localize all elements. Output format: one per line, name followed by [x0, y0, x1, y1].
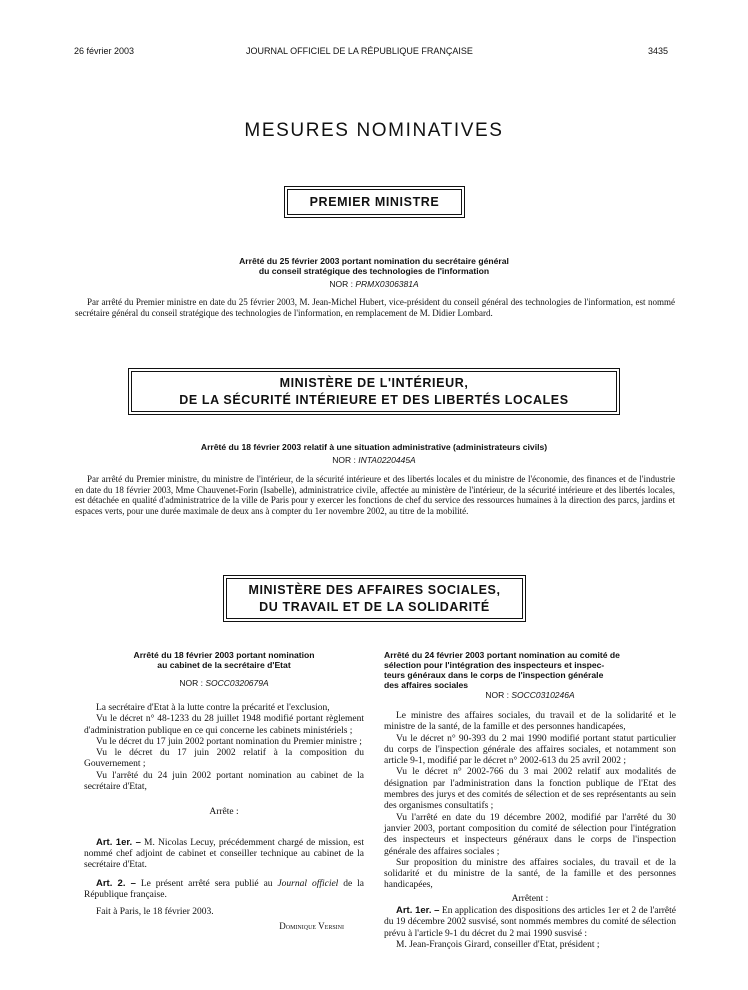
paragraph: Vu le décret n° 2002-766 du 3 mai 2002 relatif aux modalités de désignation par l'administration dans la fonction publique de l'Etat des membres des jurys et des comités de sélection et de ses représentants au sein des organismes consultatifs ;	[384, 767, 676, 812]
nor-code: SOCC0320679A	[205, 678, 269, 688]
fait-a-paris: Fait à Paris, le 18 février 2003.	[96, 907, 214, 918]
section-box-label: MINISTÈRE DES AFFAIRES SOCIALES,	[248, 583, 501, 597]
arrete-heading-line: sélection pour l'intégration des inspecteurs et inspec-	[384, 660, 605, 670]
article-text: Le présent arrêté sera publié au	[135, 878, 278, 889]
article-label: Art. 2. –	[96, 877, 136, 889]
nor-code: SOCC0310246A	[511, 690, 575, 700]
paragraph: Vu le décret n° 90-393 du 2 mai 1990 modifié portant statut particulier du corps de l'inspection générale des affaires sociales, et notamment son article 9-1, modifié par le décret n° 2002-613 du 25 avril 2002 ;	[384, 733, 676, 767]
paragraph: Vu le décret du 17 juin 2002 relatif à la composition du Gouvernement ;	[84, 748, 364, 770]
nor-label: NOR :	[179, 678, 206, 688]
section-box-label: DU TRAVAIL ET DE LA SOLIDARITÉ	[259, 600, 490, 614]
arretent-word: Arrêtent :	[511, 893, 549, 904]
section-box-label: PREMIER MINISTRE	[309, 195, 440, 209]
article-text: En application des dispositions des articles 1er et 2 de l'arrêté du 19 décembre 2002 susvisé, sont nommés membres du comité de sélection prévu à l'article 9-1 du décret du 2 mai 1990 susvisé :	[384, 906, 676, 939]
arrete-heading-line: au cabinet de la secrétaire d'Etat	[157, 660, 291, 670]
article-text: M. Nicolas Lecuy, précédemment chargé de mission, est nommé chef adjoint de cabinet et conseiller technique au cabinet de la secrétaire d'Etat.	[84, 837, 364, 871]
right-column	[384, 650, 676, 951]
arrete-heading-line: des affaires sociales	[384, 680, 469, 690]
page-title: MESURES NOMINATIVES	[244, 120, 504, 141]
arrete-heading-4	[384, 650, 676, 690]
section-box-ministere-interieur	[131, 371, 617, 412]
section-box-premier-ministre	[287, 189, 462, 215]
paragraph: Vu le décret n° 48-1233 du 28 juillet 1948 modifié portant règlement d'administration publique en ce qui concerne les cabinets ministériels ;	[84, 714, 364, 736]
arrete-heading-line: Arrêté du 25 février 2003 portant nomination du secrétaire général	[239, 256, 509, 266]
paragraph: Vu l'arrêté du 24 juin 2002 portant nomination au cabinet de la secrétaire d'Etat,	[84, 770, 364, 793]
arrete-heading-2: Arrêté du 18 février 2003 relatif à une situation administrative (administrateurs civils)	[200, 442, 548, 452]
section-box-label: DE LA SÉCURITÉ INTÉRIEURE ET DES LIBERTÉS LOCALES	[179, 393, 569, 407]
nor-code: PRMX0306381A	[355, 279, 419, 289]
nor-reference-1	[120, 279, 628, 290]
article-text: de la République française.	[84, 878, 364, 900]
arrete-word: Arrête :	[209, 807, 239, 818]
arrete-body-2: Par arrêté du Premier ministre, du ministre de l'intérieur, de la sécurité intérieure et des libertés locales et du ministre de l'économie, des finances et de l'industrie en date du 18 février 2003, Mme Chauvenet-Forin (Isabelle), administratrice civile, affectée au ministère de l'intérieur, de la sécurité intérieure et des libertés locales, est détachée en qualité d'administratrice de la ville de Paris pour y exercer les fonctions de chef du service des ressources humaines à la direction des parcs, jardins et espaces verts, pour une durée maximale de deux ans à compter du 1er novembre 2002, au titre de la mobilité.	[75, 474, 675, 516]
article-1	[84, 837, 364, 872]
arrete-heading-line: du conseil stratégique des technologies de l'information	[258, 266, 490, 276]
nor-label: NOR :	[485, 690, 512, 700]
nor-label: NOR :	[329, 279, 356, 289]
nor-reference-2	[100, 455, 648, 466]
paragraph: Vu l'arrêté en date du 19 décembre 2002, modifié par l'arrêté du 30 janvier 2003, portant composition du comité de sélection pour l'intégration des inspecteurs et inspecteurs généraux dans le corps de l'inspection générale des affaires sociales ;	[384, 812, 676, 857]
paragraph: La secrétaire d'Etat à la lutte contre la précarité et l'exclusion,	[96, 703, 330, 713]
article-label: Art. 1er. –	[96, 836, 141, 848]
paragraph: Sur proposition du ministre des affaires sociales, du travail et de la solidarité et du ministre de la santé, de la famille et des personnes handicapées,	[384, 857, 676, 891]
arrete-heading-line: Arrêté du 18 février 2003 portant nomination	[133, 650, 315, 660]
paragraph: Le ministre des affaires sociales, du travail et de la solidarité et le ministre de la santé, de la famille et des personnes handicapées,	[384, 711, 676, 733]
arrete-heading-1	[120, 256, 628, 276]
paragraph: M. Jean-François Girard, conseiller d'Etat, président ;	[396, 939, 600, 950]
nor-reference-4	[384, 690, 676, 701]
nor-label: NOR :	[332, 455, 359, 465]
left-column	[84, 650, 364, 933]
arrete-heading-line: teurs généraux dans le corps de l'inspection générale	[384, 670, 604, 680]
page-number: 3435	[648, 46, 669, 56]
paragraph: Vu le décret du 17 juin 2002 portant nomination du Premier ministre ;	[96, 736, 362, 747]
article-label: Art. 1er. –	[396, 905, 440, 917]
section-box-label: MINISTÈRE DE L'INTÉRIEUR,	[279, 376, 469, 390]
header-date: 26 février 2003	[74, 46, 135, 56]
journal-officiel-ref: Journal officiel	[277, 878, 339, 889]
signature: Dominique Versini	[279, 921, 344, 932]
nor-code: INTA0220445A	[358, 455, 416, 465]
arrete-heading-line: Arrêté du 24 février 2003 portant nomination au comité de	[384, 650, 620, 660]
nor-reference-3	[84, 678, 364, 689]
arrete-body-1: Par arrêté du Premier ministre en date du 25 février 2003, M. Jean-Michel Hubert, vice-président du conseil général des technologies de l'information, est nommé secrétaire général du conseil stratégique des technologies de l'information, en remplacement de M. Didier Lombard.	[75, 297, 675, 318]
article-1	[384, 905, 676, 940]
article-2	[84, 878, 364, 902]
section-box-ministere-affaires-sociales	[226, 578, 523, 619]
arrete-heading-3	[84, 650, 364, 670]
journal-title: JOURNAL OFFICIEL DE LA RÉPUBLIQUE FRANÇAISE	[246, 46, 473, 56]
